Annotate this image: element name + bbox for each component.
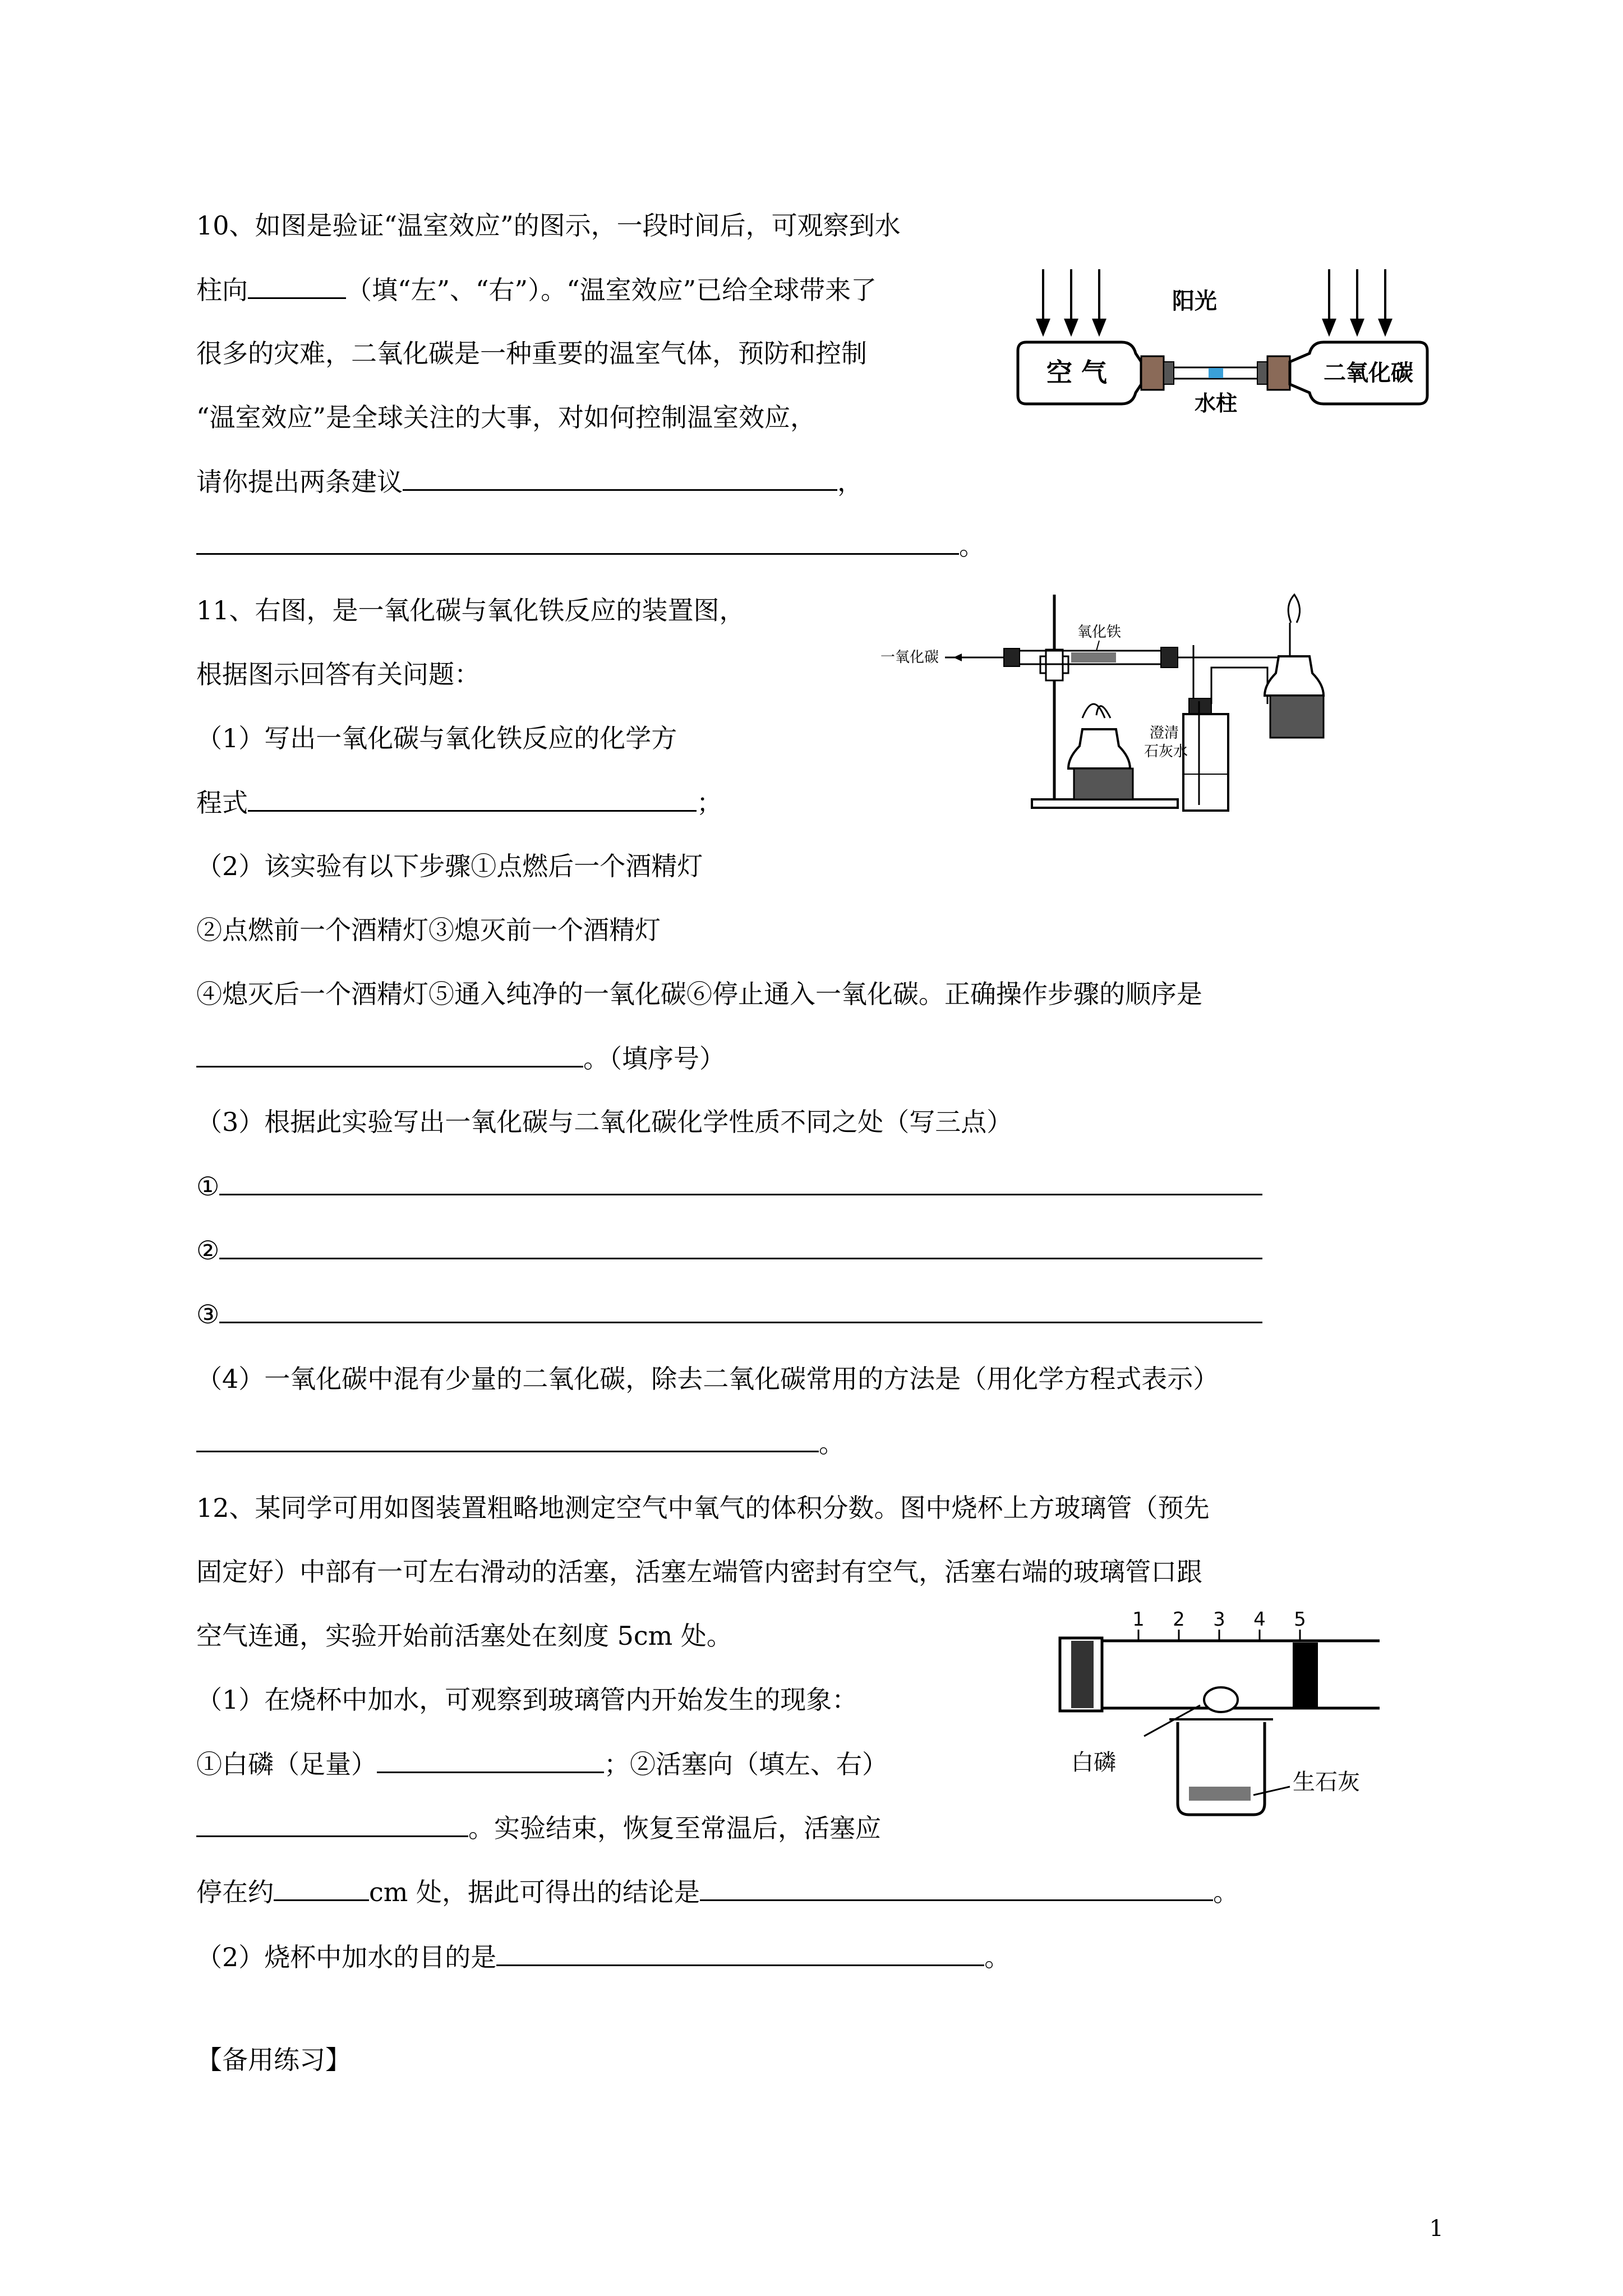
q12-blank-conclusion[interactable]: [700, 1875, 1213, 1901]
q11-circle-3: ③: [196, 1299, 220, 1329]
co2-label: 二氧化碳: [1324, 360, 1413, 386]
q12-line-4: （1）在烧杯中加水，可观察到玻璃管内开始发生的现象：: [196, 1685, 858, 1715]
sunlight-label: 阳光: [1172, 288, 1217, 314]
extra-practice-heading: 【备用练习】: [196, 2045, 351, 2075]
q10-text: 柱向: [196, 275, 248, 305]
q11-text: 程式: [196, 788, 248, 818]
q12-text: 。实验结束，恢复至常温后，活塞应: [468, 1813, 881, 1843]
q11-line-11: [196, 1233, 1262, 1267]
iron-oxide-label: 氧化铁: [1077, 624, 1122, 641]
q11-blank-difference-1[interactable]: [219, 1169, 1262, 1195]
q11-blank-equation[interactable]: [248, 785, 697, 812]
q10-text: （填“左”、“右”）。“温室效应”已给全球带来了: [346, 275, 877, 305]
water-column-label: 水柱: [1194, 391, 1238, 416]
q12-blank-piston-direction[interactable]: [196, 1811, 468, 1837]
q11-line-10: [196, 1169, 1262, 1203]
limewater-label-2: 石灰水: [1144, 743, 1188, 760]
water-column: [1209, 368, 1223, 378]
q11-line-3: （1）写出一氧化碳与氧化铁反应的化学方: [196, 723, 677, 753]
page-number: 1: [1429, 2216, 1444, 2242]
quicklime-label: 生石灰: [1293, 1769, 1360, 1795]
q11-line-7: ④熄灭后一个酒精灯⑤通入纯净的一氧化碳⑥停止通入一氧化碳。正确操作步骤的顺序是: [196, 979, 1202, 1009]
q11-blank-order[interactable]: [196, 1041, 583, 1068]
q12-text: ①白磷（足量）: [196, 1749, 377, 1779]
q11-line-14: [196, 1426, 845, 1460]
q10-line-2: [196, 273, 877, 307]
q12-text: （2）烧杯中加水的目的是: [196, 1942, 497, 1972]
q12-text: ；②活塞向（填左、右）: [604, 1749, 888, 1779]
scale-ticks: [1132, 1610, 1306, 1641]
q11-blank-difference-2[interactable]: [219, 1233, 1262, 1259]
q11-blank-co2-removal[interactable]: [196, 1426, 819, 1452]
iron-oxide-sample: [1071, 652, 1116, 662]
white-phosphorus: [1204, 1687, 1238, 1712]
q12-line-5: [196, 1747, 888, 1781]
q12-line-6: [196, 1811, 881, 1845]
q10-blank-direction[interactable]: [248, 273, 346, 299]
q11-line-9: （3）根据此实验写出一氧化碳与二氧化碳化学性质不同之处（写三点）: [196, 1107, 1013, 1137]
scale-tick-label: 1: [1132, 1610, 1145, 1631]
quicklime: [1189, 1787, 1251, 1801]
q12-text: 。: [984, 1942, 1011, 1972]
q11-line-8: [196, 1041, 725, 1075]
co-reduction-apparatus-figure: [875, 589, 1368, 813]
scale-tick-label: 2: [1173, 1610, 1185, 1631]
piston: [1293, 1642, 1318, 1707]
scale-tick-label: 3: [1213, 1610, 1225, 1631]
q10-line-3: 很多的灾难，二氧化碳是一种重要的温室气体，预防和控制: [196, 338, 867, 369]
oxygen-measurement-figure: [1054, 1610, 1391, 1834]
q10-line-1: 10、如图是验证“温室效应”的图示，一段时间后，可观察到水: [196, 210, 901, 241]
q12-blank-phosphorus[interactable]: [377, 1747, 604, 1773]
scale-tick-label: 5: [1294, 1610, 1306, 1631]
q12-line-3: 空气连通，实验开始前活塞处在刻度 5cm 处。: [196, 1621, 732, 1651]
q12-blank-cm[interactable]: [274, 1875, 369, 1901]
q12-text: 。: [1213, 1877, 1239, 1907]
q12-text: cm 处，据此可得出的结论是: [369, 1877, 700, 1907]
scale-tick-label: 4: [1253, 1610, 1266, 1631]
q12-line-8: [196, 1940, 1010, 1974]
q12-line-2: 固定好）中部有一可左右滑动的活塞，活塞左端管内密封有空气，活塞右端的玻璃管口跟: [196, 1557, 1202, 1587]
q10-text: 请你提出两条建议: [196, 467, 403, 497]
limewater-label-1: 澄清: [1150, 725, 1179, 742]
q11-line-2: 根据图示回答有关问题：: [196, 659, 480, 689]
q10-blank-suggestion-1[interactable]: [403, 464, 837, 491]
q11-line-1: 11、右图，是一氧化碳与氧化铁反应的装置图，: [196, 595, 745, 625]
q10-line-4: “温室效应”是全球关注的大事，对如何控制温室效应，: [196, 402, 817, 432]
q11-line-6: ②点燃前一个酒精灯③熄灭前一个酒精灯: [196, 915, 661, 945]
q10-line-6: [196, 528, 985, 563]
q11-line-5: （2）该实验有以下步骤①点燃后一个酒精灯: [196, 851, 703, 881]
q11-text: 。（填序号）: [583, 1043, 725, 1074]
q12-text: 停在约: [196, 1877, 274, 1907]
q10-text: 。: [959, 531, 985, 561]
q11-text: ；: [697, 788, 722, 818]
q11-circle-1: ①: [196, 1171, 220, 1202]
q11-line-13: （4）一氧化碳中混有少量的二氧化碳，除去二氧化碳常用的方法是（用化学方程式表示）: [196, 1364, 1219, 1394]
air-label: 空 气: [1046, 357, 1108, 388]
q11-circle-2: ②: [196, 1235, 220, 1266]
q10-blank-suggestion-2[interactable]: [196, 528, 959, 555]
q12-blank-purpose[interactable]: [496, 1940, 984, 1966]
greenhouse-figure: [1009, 264, 1436, 432]
q12-line-7: [196, 1875, 1239, 1909]
q11-line-12: [196, 1297, 1262, 1331]
q11-blank-difference-3[interactable]: [219, 1297, 1262, 1323]
q10-line-5: [196, 464, 863, 499]
q10-text: ，: [837, 467, 863, 497]
co-inlet-label: 一氧化碳: [880, 649, 939, 666]
q11-text: 。: [819, 1428, 845, 1458]
white-phosphorus-label: 白磷: [1071, 1750, 1116, 1775]
q11-line-4: [196, 785, 722, 820]
q12-line-1: 12、某同学可用如图装置粗略地测定空气中氧气的体积分数。图中烧杯上方玻璃管（预先: [196, 1493, 1210, 1523]
